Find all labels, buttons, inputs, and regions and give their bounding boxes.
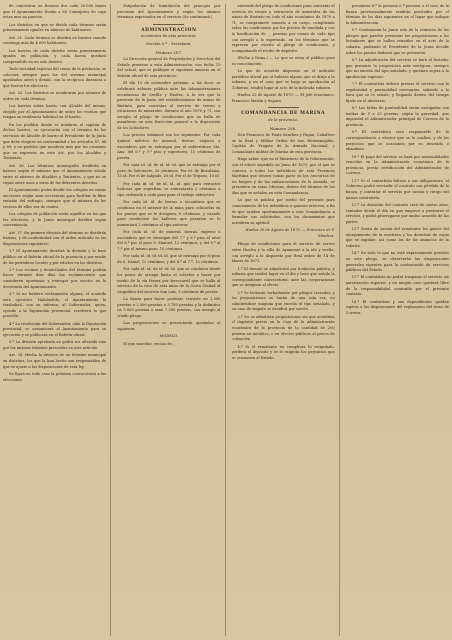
paragraph: (Fecha y firma.) — Lo que se avisa al público para su conocimiento.: [231, 56, 335, 66]
paragraph: Lo que de acuerdo dispuesto en el indicado periódico oficial por si hubiera alguno que se dirija a la subasta, y en el caso que se haga su aprobación al Gobierno, tendrá lugar al acto de la indicada subasta.: [231, 69, 335, 90]
section-heading: ADMINISTRACION: [141, 27, 197, 33]
paragraph: La Dirección general de Propiedades y Derechos del Estado previene a esta Administración, con fecha 15 del actual, que se publique el siguiente anuncio en el Boletín oficial de esta provincia:: [117, 57, 221, 78]
paragraph: 5.º Continuarán la Junta sola de la remisión de los pliegos que pueden presentar las proposiciones a los licitadores que se hallen reunidos en el acto de la subasta, pudiendo el Presidente de la Junta decidir sobre los puntos dudosos que se presenten.: [345, 28, 449, 55]
paragraph: de concentrar en Rosario dos coda 20.000 hanes que el Ayuntamiento Dueño a 60 Consejeros de cuya votos mes no parecio.: [3, 4, 107, 20]
notice-number: Número 258.: [269, 125, 297, 131]
notice-number: Número 257.: [155, 49, 183, 55]
section-divider: [268, 107, 299, 108]
paragraph: Lo que se publica por medio del presente para conocimiento de los individuos a quienes interese, a fin de que acudan oportunamente a esta Comandancia a formular sus solicitudes, con los documentos que acrediten su aptitud.: [231, 198, 335, 225]
paragraph: Por cada id. id. de id. id. id. que para extractos halíceas que superfina, se aumentarán 2 céntimos a tipo ordenado a cada pozo para el trabajo extractivo.: [117, 181, 221, 197]
column-1: [3, 4, 111, 636]
paragraph: Los distritos en que se divida cada término serán primeramente iguales en número de habitantes.: [3, 22, 107, 33]
paragraph: 11.º Si el contratista faltase a sus obligaciones, el Gobierno podrá rescindir el contrato con pérdida de la fianza, y contratar el servicio por cuenta y riesgo del mismo contratista.: [345, 178, 449, 200]
paragraph: La fianza para hacer posturas consiste en 1.500 pesetas o 2.500 pesetas a 3.750 pesetas y la definitiva en 5.000 pesetas o sean 7.500 pesetas, con arreglo al citado pliego.: [117, 297, 221, 318]
paragraph: En los pueblos donde se nombren el capitán de dichos barrios, se ejecutarán con el término de los servicios de Alcalde de barrio el Presidente de la Junta que debe elegirse en conformidad a los artículos 87, 88 y 89; y en pueblos que nombren más por los crímenes que se expresen en este Art. por los Alcaldes y Tenientes.: [3, 122, 107, 161]
paragraph: 16.º El contratista y sus dependientes quedan sujetos a las disposiciones del reglamento del ramo de Correos.: [345, 299, 449, 315]
column-3: [232, 4, 340, 636]
paragraph: Por cada id. id. id. id. id. que se extraiga por el pozo de S. Daniel, 12 céntimos, y del 8.º al 7.º, 12 céntimos.: [117, 254, 221, 264]
paragraph: El que suscribe, vecino de...: [123, 342, 176, 347]
paragraph: Los barrios de cada distrito serán primeramente iguales en población, y cada barrio quedará comprendido en un solo distrito.: [3, 48, 107, 64]
section-divider: [153, 24, 184, 25]
column-2: [117, 4, 225, 636]
paragraph: 5.º La división aprobada no podrá ser alterada sino por los mismos trámites prescritos en este artículo.: [3, 340, 107, 350]
paragraph: 1.º El remate se adjudicará por licitación pública, y subasta que tendrá lugar en el día y hora que señale la correspondiente convocatoria, ante las corporaciones que se designen al efecto.: [231, 266, 335, 288]
section-subheading: económica de esta provincia.: [140, 34, 197, 39]
paragraph: 2.º Los vecinos y domiciliados del término podrán hacer durante diez días las reclamaciones que consideren oportunas y entregar por escrito en la Secretaría del Ayuntamiento.: [3, 267, 107, 289]
paragraph: Pliego de condiciones para el servicio de correo entre Huelva y la villa de Ayamonte a la ida y vuelta, con arreglo a lo dispuesto por Real orden de 14 de Marzo de 1871.: [231, 242, 335, 264]
paragraph: personero 4.º la persona 6.ª persona o el caso de la fianza provisionalmente tendrán prestados por el término de los días siguientes en el lugar que indique la Administración.: [345, 4, 449, 25]
paragraph: Don Francisco de Paula Sánchez y Pagan, Caballero de la Real y Militar Orden de San Hermenegildo, Capitán de Fragata de la Armada Nacional, y Comandante militar de Marina de esta provincia.: [231, 133, 335, 155]
columns-container: [3, 4, 449, 636]
signature-line: Huelva 30 de Agosto de 1870. — Francisco de P. Sánchez.: [245, 228, 335, 238]
paragraph: Huelva 25 de Agosto de 1870. — El Jefe económico, Francisco Martín y Segura.: [231, 93, 335, 103]
paragraph: 14.º En todo lo que no esté expresamente previsto en este pliego, se observarán las disposiciones generales vigentes para la contratación de servicios públicos del Estado.: [345, 251, 449, 273]
paragraph: Las proposiciones se presentarán ajustadas al siguiente:: [117, 321, 221, 331]
paragraph: 2.º Se licitarán verbalmente por pliegos cerrados, y las proposiciones se harán de una sola vez, no admitiéndose ninguna que exceda el tipo señalado, y en caso de empate se decidirá por suerte.: [231, 290, 335, 312]
paragraph: Por cada id. id. de tierras o escombros que se conduzca en el interior de la mina para colocarlas en los puntos que se le designen, 6 céntimos, y cuando para conducirse los hulleros que pesarían se le aumentará 2 céntimos al tipo anterior.: [117, 200, 221, 227]
paragraph: 8.º Las faltas de puntualidad serán castigadas con multas de 5 a 25 pesetas, según la gravedad, que impondrá el Administrador principal de Correos de la provincia.: [345, 106, 449, 128]
paragraph: 15.º El contratista no podrá traspasar el servicio sin autorización superior, y en ningún caso quedará libre de la responsabilidad contraída por el presente contrato.: [345, 275, 449, 297]
paragraph: 9.º El contratista será responsable de la correspondencia y efectos que se le confíen, y de los perjuicios que se ocasionen por su descuido o abandono.: [345, 130, 449, 152]
paragraph: Art. 37. En primera división del término se dividirán barrios, y de conformidad con el orden indicado en las disposiciones siguientes:: [3, 230, 107, 246]
column-4: [346, 4, 449, 636]
paragraph: Estipulación de tramitación del principio por precisión del Ayuntamiento y según los mismos términos expresados en el servicio (Se continuará.): [117, 4, 221, 20]
paragraph: Por cada id. id. de id. id. id. que se conduzca desde los pozos de arriaga hasta el colector a hacer por medio de la vía férrea por ferrocarril que se halla al servicio de la ruta de esta mina de la Corta Ciudad al cargadero del socavón San Luis, 5 céntimos de peseta.: [117, 267, 221, 294]
paragraph: Art. 33. Los distritos se nombrarán por número de orden en cada término.: [3, 91, 107, 101]
paragraph: 13.º Serán de cuenta del rematante los gastos del otorgamiento de la escritura y los derechos de copia que se expidan, así como los de los anuncios de la subasta.: [345, 227, 449, 248]
centered-line: MODELO.: [159, 334, 179, 339]
paragraph: Los precios máximos son los siguientes: Por cada quintal métrico de mineral, tierras, viajeros y escombros que se extraigan por el subterráneo Sta. Ana, del 6.º y 7.º piso y superiores, 15 céntimos de peseta.: [117, 133, 221, 160]
paragraph: Art. 38. Hecha la división de un término municipal en distritos, los que la han hecho son responsables de que se ajuste a las disposiciones de esta ley.: [3, 353, 107, 369]
paragraph: Art. 36. Los términos municipales dividirán en barrios según el número que el Ayuntamiento señale entre el número de Alcaldes y Tenientes, y que no se vayan entre unos a otros de los diferentes distritos.: [3, 163, 107, 185]
paragraph: El día 15 de noviembre próximo, a las doce, se celebrará subasta pública ante las Administraciones económicas de Sevilla y Huelva, a la vez que la presente de la Junta del establecimiento de minas de Riotinto, para contratar el servicio de trenes y estaciones de minerales, durante el año 1870 y 71, con arreglo al pliego de condiciones que se halla de manifiesto en esta Dirección general a la disposición de los licitadores.: [117, 81, 221, 131]
paragraph: 3.º No se admitirán proposiciones sin que acrediten el depósito previo en la Caja de la Administración económica de la provincia de la cantidad de 200 pesetas en metálico, o en efectos públicos al precio de cotización.: [231, 314, 335, 342]
paragraph: 7.º El contratista deberá prestar el servicio con la regularidad y puntualidad necesarias, saliendo a la hora que se le señale, y llegando dentro del tiempo fijado en el itinerario.: [345, 82, 449, 103]
paragraph: Los barrios sobre barrio con Alcalde del mismo, elegido por el Ayuntamiento de entre los vecinos que tengan su residencia habitual en el barrio.: [3, 104, 107, 120]
paragraph: Los colegios de población serán aquellos en los que los electores, y la Junta municipal dividirá según conveniencia.: [3, 212, 107, 228]
paragraph: enterado del pliego de condiciones para contratar el servicio de trenes y extracción de minerales de las minas de Riotinto en todo el año económico de 1870 a 71, se compromete tomarlo a su cargo, cumpliendo todas las condiciones por los precios de tonelada y con la bonificación de __ pesetas por ciento de cada tipo con arreglo a lo expresado, en los términos que se expresen por escrito al pliego de condiciones, y acompañando el recibo de depósito.: [231, 4, 335, 53]
paragraph: 3.º Si no hubiere reclamación alguna, el acuerdo será ejecutivo. Habiéndola, el Ayuntamiento la trasladará, con su informe, al Gobernador, quien, oyendo a la Diputación provincial, resolverá lo que proceda.: [3, 292, 107, 319]
paragraph: 4.º La resolución del Gobernador, oída la Diputación provincial, se comunicará al Ayuntamiento para su ejecución y se publicará en el Boletín oficial.: [3, 321, 107, 338]
paragraph: 6.º La adjudicación del servicio se hará al licitador que presente la proposición más ventajosa, siempre que no exceda del tipo señalado, y quedará sujeta a la aprobación superior.: [345, 57, 449, 79]
paragraph: Hago saber: que en el Ministerio de la Gobernación, con el edicto expedido en Junio de 1870, por el que se convoca a todos los individuos de esta Provincia Marítima que deseen tomar parte en los concursos de los buques y de las embarcaciones de la Armada, se presenten en estas Oficinas, dentro del término de los días que se señalen en esta Comandancia.: [231, 157, 335, 195]
paragraph: 12.º La duración del contrato será de cuatro años, contados desde el día en que empiece a prestarse el servicio, y podrá prorrogarse por mutuo acuerdo de las partes.: [345, 202, 449, 224]
paragraph: 10.º El pago del servicio se hará por mensualidades vencidas en la Administración económica de la provincia, previa certificación del Administrador de Correos.: [345, 154, 449, 176]
paragraph: 1.º El Ayuntamiento decidirá la división y lo hará público en el Boletín oficial de la provincia y por medio de los periódicos locales y por edictos en los distritos.: [3, 249, 107, 265]
section-heading: COMANDANCIA DE MARINA: [241, 111, 326, 117]
paragraph: Art. 31. Cada término se dividirá en barrios cuando contenga más de 4.000 habitantes.: [3, 35, 107, 46]
paragraph: Por cada id. id. de id. id. id. que se extraiga por el pozo de Saboraste, 20 céntimos. Por id. de Brasiliana, 15 id. Por el de Salgado, 20 id. Por el de Trajano, 10 id.: [117, 163, 221, 179]
paragraph: Se fijará en todo caso la próxima convocatoria a las elecciones.: [3, 371, 107, 382]
paragraph: Por cada id. id. de mineral, tierras, viajeros o escombros que se extraigan del 7.º y 8.º piso al nivel del 6.º por el pozo S. Manuel, 12 céntimos, y del 8.º al 7.º por el mismo pozo, 10 céntimos.: [117, 230, 221, 251]
paragraph: 4.º Si el rematante no cumpliera lo estipulado, perderá el depósito y se le exigirán los perjuicios que se ocasionen al Estado.: [231, 344, 335, 360]
paragraph: Todo vecindad especial del censo de la población, se colocará siempre para los del sistema municipal aprobados antes y demás, con la recíproca distancia a que fueron los electores.: [3, 67, 107, 88]
paragraph: El Ayuntamiento podrá dividir los colegios en varias secciones según sean necesarias para facilitar la libre emisión del sufragio, siempre que el número de los vecinos de ellos sea de cuatro.: [3, 187, 107, 209]
section-subheading: de la provincia.: [268, 118, 298, 123]
centered-line: Sección 5.ª – Secretaría.: [146, 41, 192, 46]
